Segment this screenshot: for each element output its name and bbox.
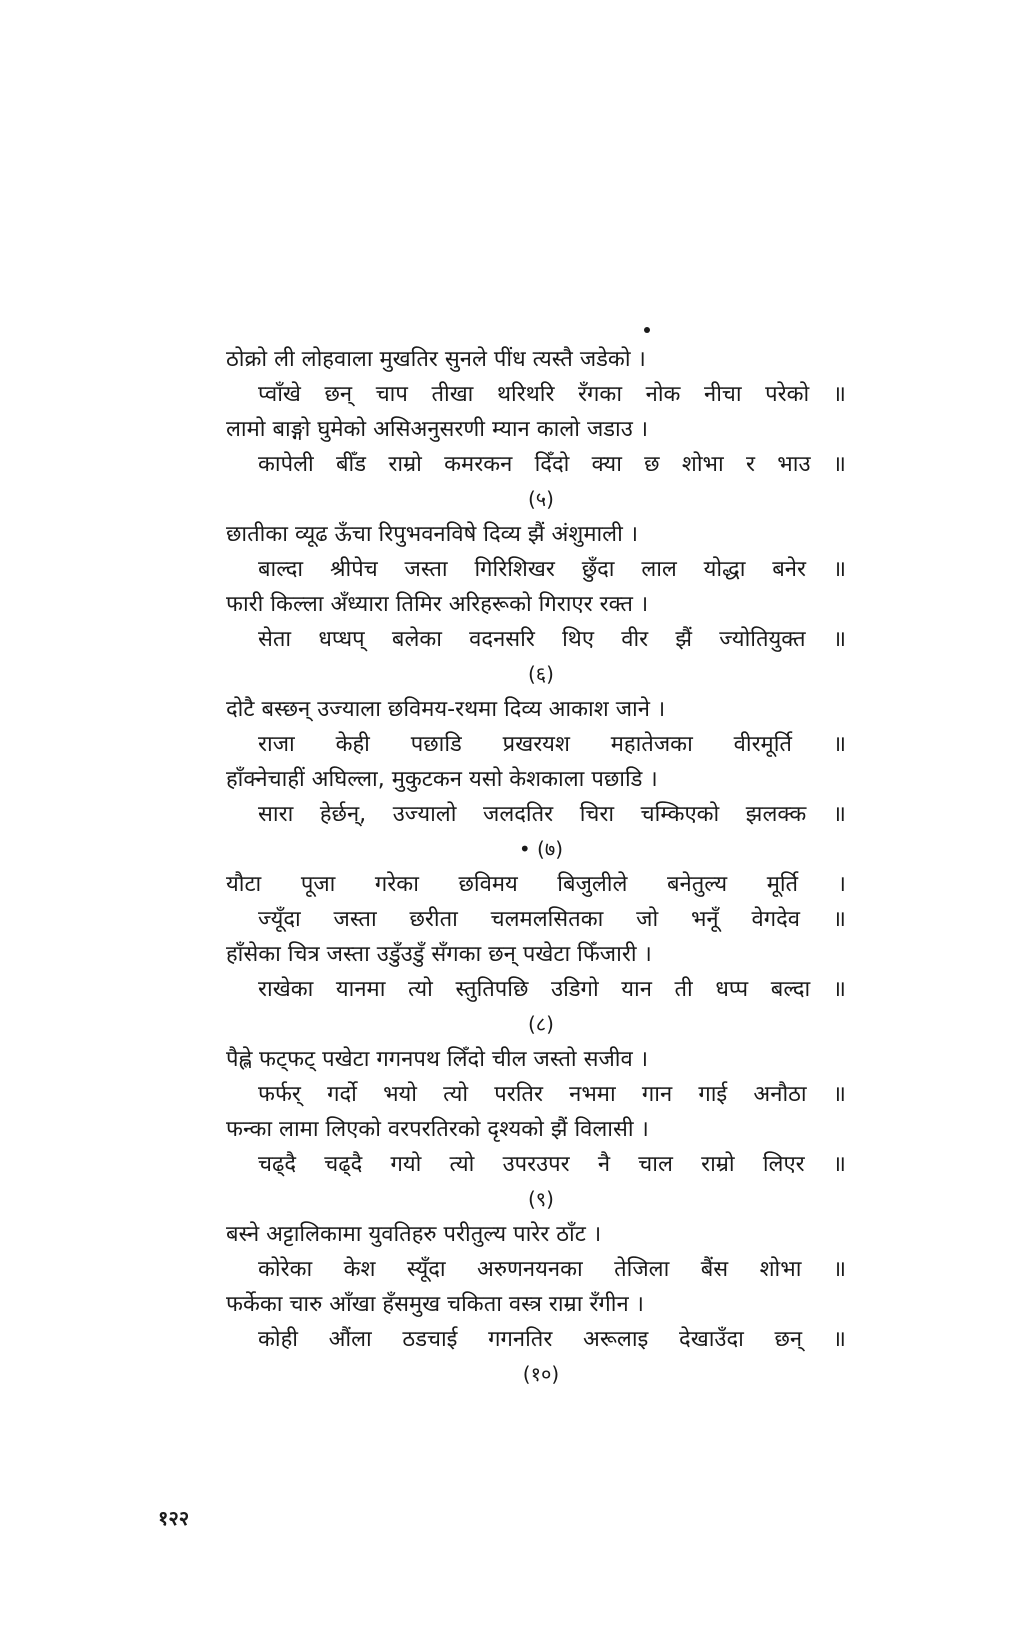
stanza (226, 1042, 846, 1217)
verse-line: ज्यूँदा जस्ता छरीता चलमलसितका जो भनूँ वेगदेव ॥ (258, 907, 846, 932)
stanza-number: (८) (527, 1012, 554, 1036)
stanza-number: (५) (527, 487, 554, 511)
verse-line: फारी किल्ला अँध्यारा तिमिर अरिहरूको गिराएर रक्त । (226, 592, 649, 617)
verse-line: प्वाँखे छन् चाप तीखा थरिथरि रँगका नोक नीचा परेको ॥ (258, 382, 846, 407)
verse-line: छातीका व्यूढ ऊँचा रिपुभवनविषे दिव्य झैं अंशुमाली । (226, 522, 639, 547)
verse-line: कोरेका केश स्यूँदा अरुणनयनका तेजिला बैंस शोभा ॥ (258, 1257, 846, 1282)
stanza-number: (१०) (522, 1362, 560, 1386)
verse-line: चढ्दै चढ्दै गयो त्यो उपरउपर नै चाल राम्रो लिएर ॥ (258, 1152, 846, 1177)
verse-line: लामो बाङ्गो घुमेको असिअनुसरणी म्यान कालो जडाउ । (226, 417, 649, 442)
stanza-number: • (७) (518, 837, 564, 861)
page-number: १२२ (158, 1506, 190, 1530)
ink-dot (644, 327, 650, 333)
verse-line: फन्का लामा लिएको वरपरतिरको दृश्यको झैं विलासी । (226, 1117, 649, 1142)
verse-line: फर्केका चारु आँखा हँसमुख चकिता वस्त्र राम्रा रँगीन । (226, 1292, 645, 1317)
verse-line: पैह्ले फट्फट् पखेटा गगनपथ लिँदो चील जस्तो सजीव । (226, 1047, 649, 1072)
verse-line: ठोक्रो ली लोहवाला मुखतिर सुनले पींध त्यस्तै जडेको । (226, 347, 646, 372)
verse-line: हाँक्नेचाहीं अघिल्ला, मुकुटकन यसो केशकाला पछाडि । (226, 767, 658, 792)
stanza (226, 1217, 846, 1392)
stanza (226, 867, 846, 1042)
stanza (226, 692, 846, 867)
verse-line: सेता धप्धप् बलेका वदनसरि थिए वीर झैं ज्योतियुक्त ॥ (258, 627, 846, 652)
stanza-number: (६) (527, 662, 554, 686)
stanza-number: (९) (527, 1187, 554, 1211)
verse-line: यौटा पूजा गरेका छविमय बिजुलीले बनेतुल्य मूर्ति । (226, 872, 846, 897)
verse-line: दोटै बस्छन् उज्याला छविमय-रथमा दिव्य आकाश जाने । (226, 697, 666, 722)
verse-line: बस्ने अट्टालिकामा युवतिहरु परीतुल्य पारेर ठाँट । (226, 1222, 602, 1247)
verse-line: फर्फर् गर्दो भयो त्यो परतिर नभमा गान गाई अनौठा ॥ (258, 1082, 846, 1107)
verse-line: कापेली बीँड राम्रो कमरकन दिँदो क्या छ शोभा र भाउ ॥ (258, 452, 846, 477)
verse-line: राखेका यानमा त्यो स्तुतिपछि उडिगो यान ती धप्प बल्दा ॥ (258, 977, 846, 1002)
verse-line: सारा हेर्छन्, उज्यालो जलदतिर चिरा चम्किएको झलक्क ॥ (258, 802, 846, 827)
stanza (226, 342, 846, 517)
verse-block (226, 342, 846, 1392)
stanza (226, 517, 846, 692)
verse-line: बाल्दा श्रीपेच जस्ता गिरिशिखर छुँदा लाल योद्धा बनेर ॥ (258, 557, 846, 582)
verse-line: कोही औंला ठडचाई गगनतिर अरूलाइ देखाउँदा छन् ॥ (258, 1327, 846, 1352)
verse-line: राजा केही पछाडि प्रखरयश महातेजका वीरमूर्ति ॥ (258, 732, 846, 757)
verse-line: हाँसेका चित्र जस्ता उडुँउडुँ सँगका छन् पखेटा फिँजारी । (226, 942, 652, 967)
